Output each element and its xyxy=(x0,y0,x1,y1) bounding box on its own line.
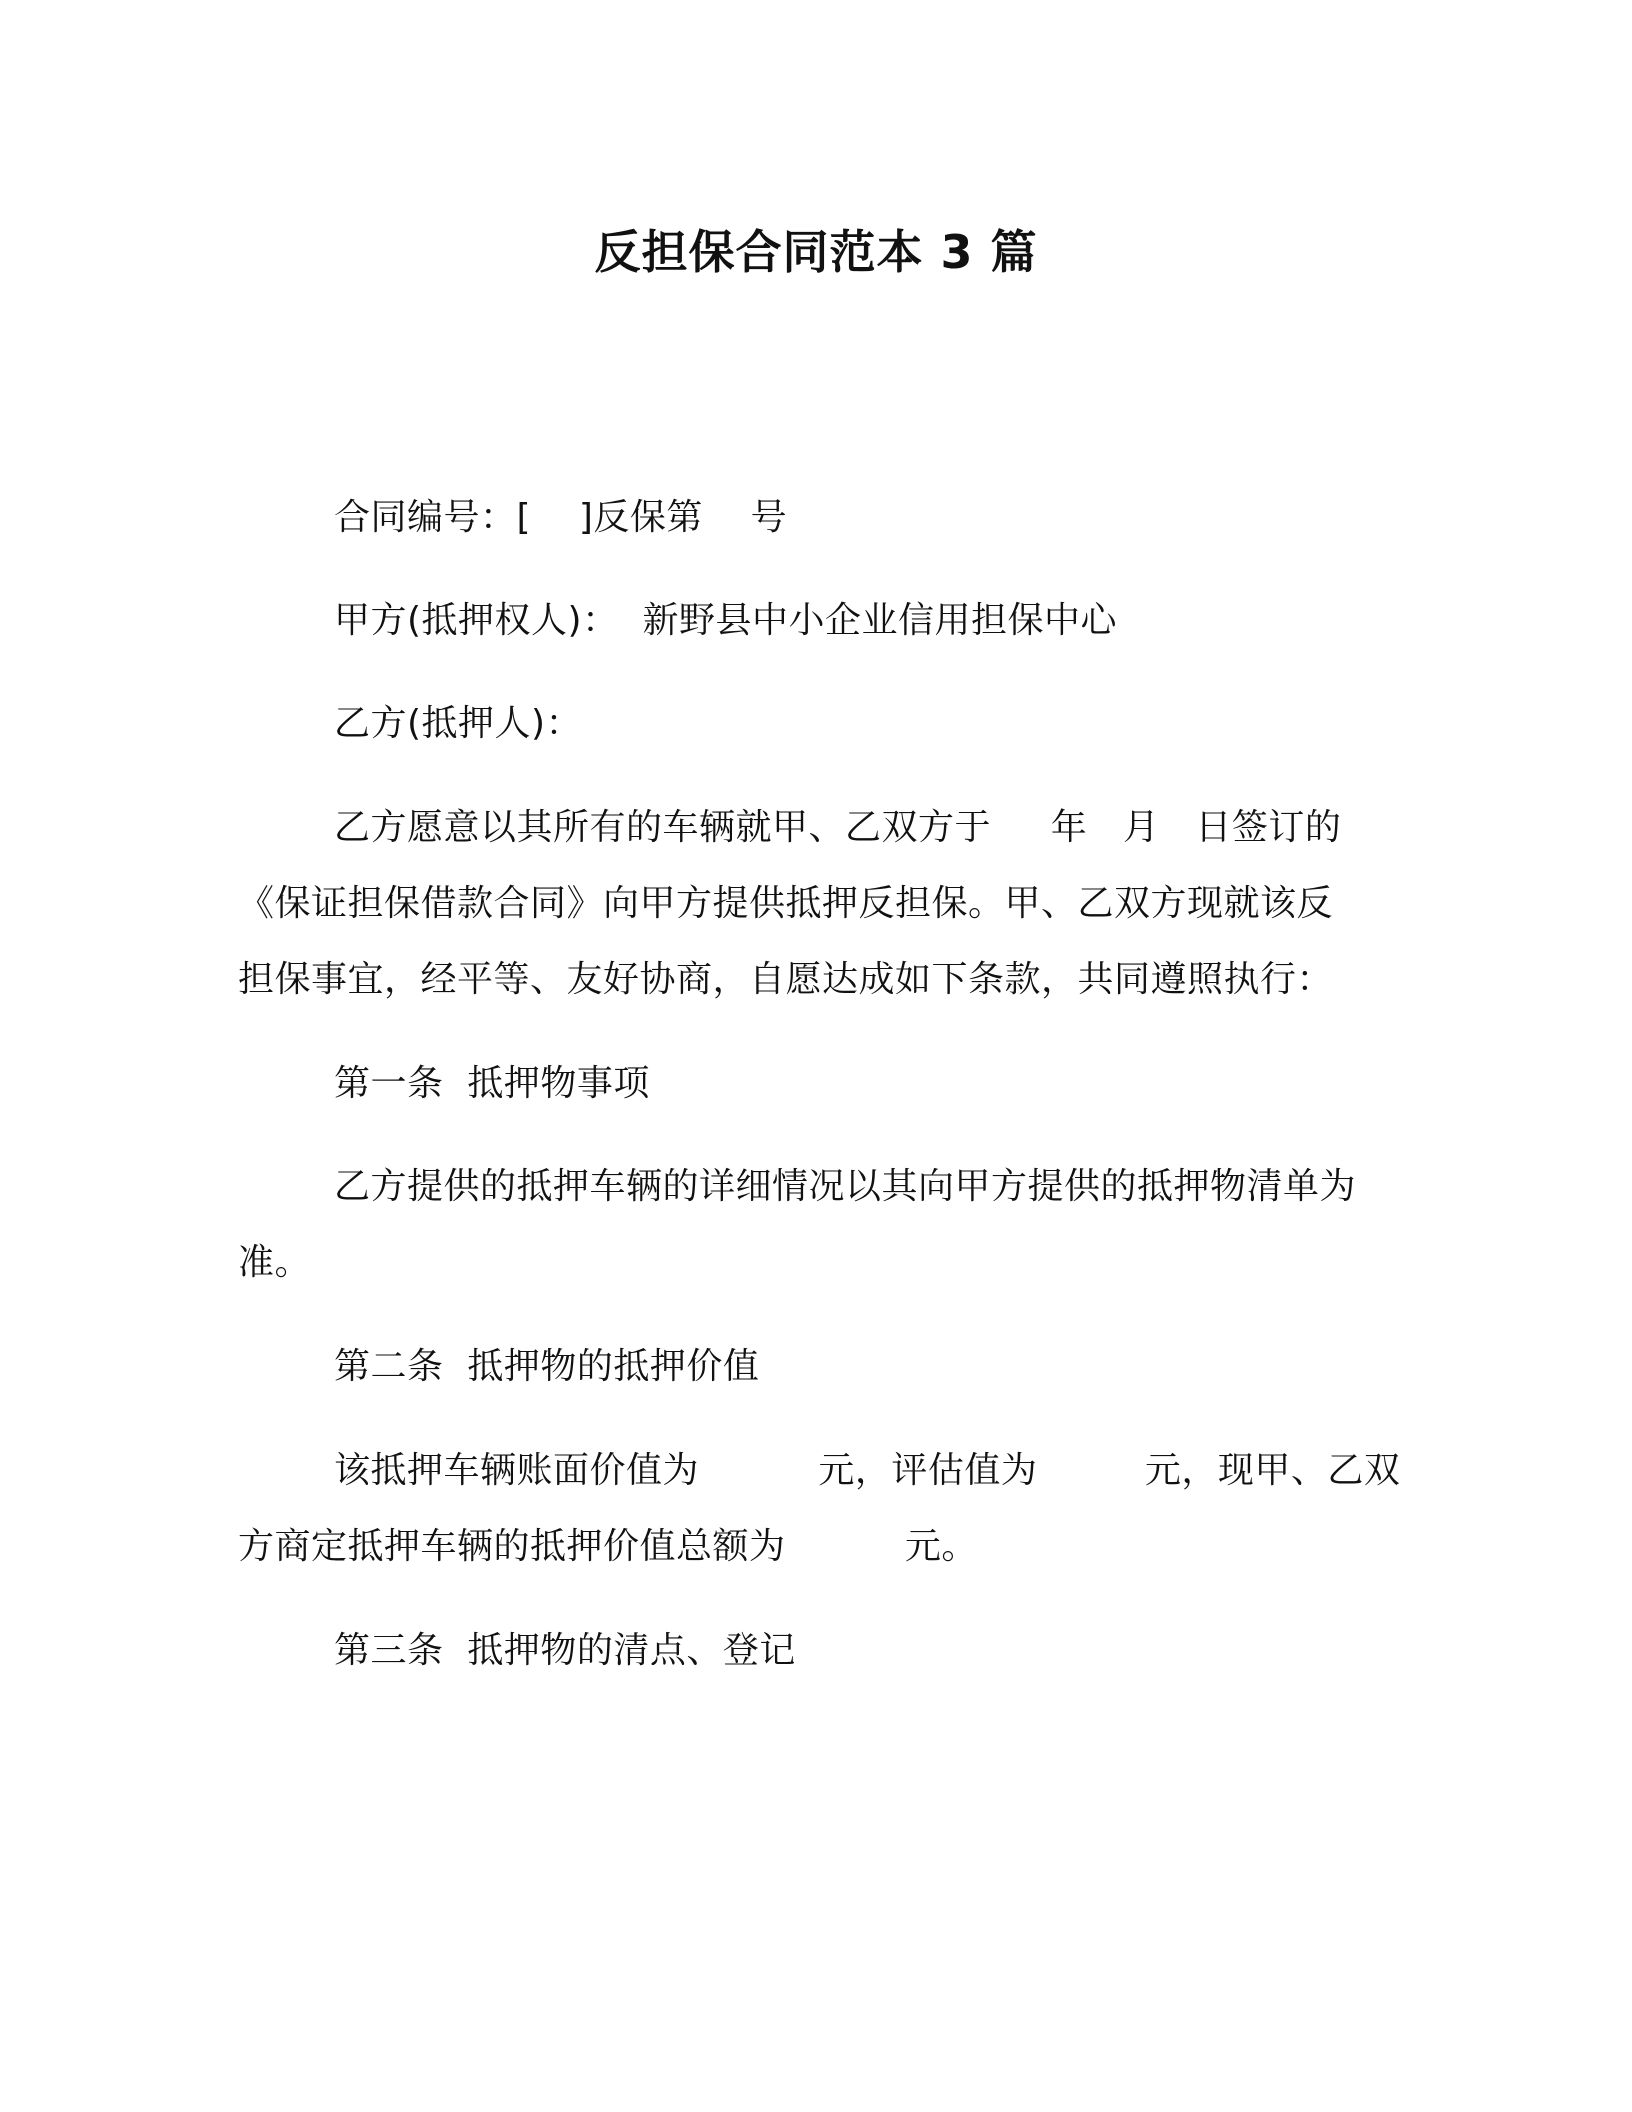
contract-number: 合同编号：[ ]反保第 号 xyxy=(334,497,788,538)
article-3-heading: 第三条 抵押物的清点、登记 xyxy=(334,1630,796,1671)
document-title: 反担保合同范本 3 篇 xyxy=(594,225,1038,279)
article-1-line-2: 准。 xyxy=(238,1242,312,1283)
party-a: 甲方(抵押权人)： 新野县中小企业信用担保中心 xyxy=(334,600,1117,641)
party-b: 乙方(抵押人)： xyxy=(334,703,583,744)
intro-line-1: 乙方愿意以其所有的车辆就甲、乙双方于 年 月 日签订的 xyxy=(334,807,1342,848)
article-2-heading: 第二条 抵押物的抵押价值 xyxy=(334,1346,760,1387)
article-1-heading: 第一条 抵押物事项 xyxy=(334,1063,650,1104)
article-2-line-1: 该抵押车辆账面价值为 元，评估值为 元，现甲、乙双 xyxy=(334,1450,1401,1491)
intro-line-3: 担保事宜，经平等、友好协商，自愿达成如下条款，共同遵照执行： xyxy=(238,959,1334,1000)
article-2-line-2: 方商定抵押车辆的抵押价值总额为 元。 xyxy=(238,1526,978,1567)
intro-line-2: 《保证担保借款合同》向甲方提供抵押反担保。甲、乙双方现就该反 xyxy=(238,883,1334,924)
article-1-line-1: 乙方提供的抵押车辆的详细情况以其向甲方提供的抵押物清单为 xyxy=(334,1166,1357,1207)
